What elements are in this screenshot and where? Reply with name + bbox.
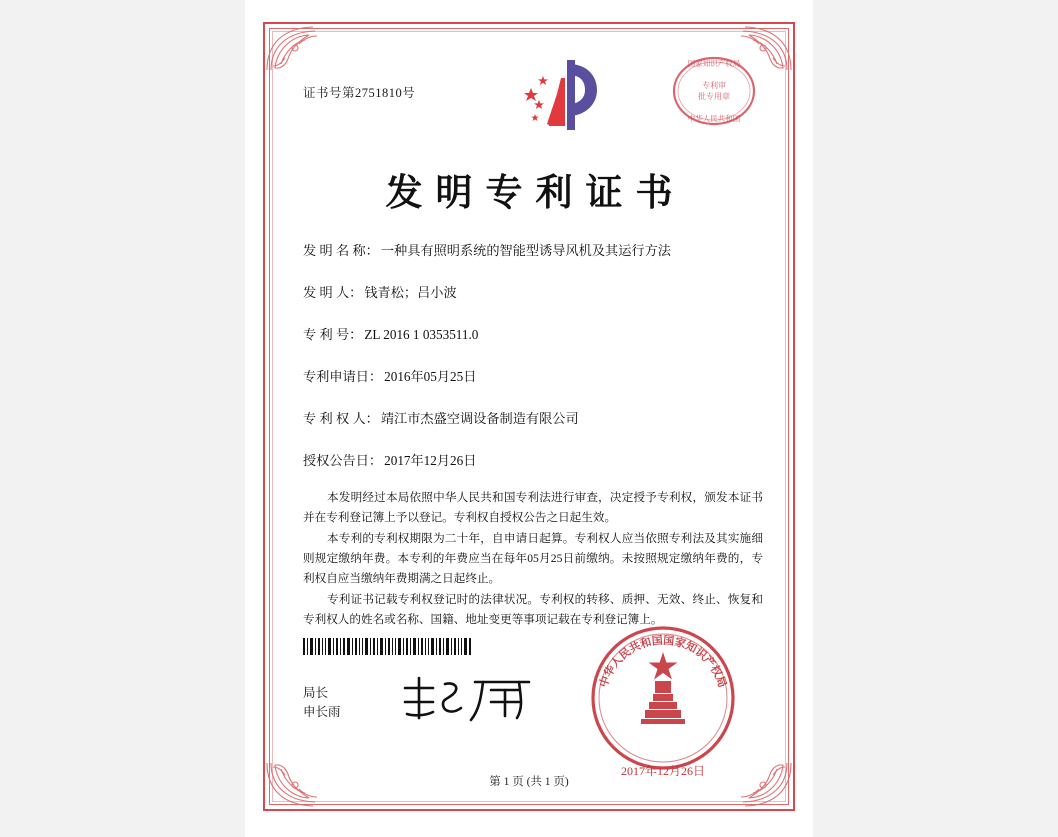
director-name: 申长雨 (303, 704, 341, 719)
svg-text:专利审: 专利审 (702, 81, 726, 90)
field-label: 发 明 名 称： (303, 243, 379, 258)
field-invention-name (303, 240, 769, 259)
field-label: 发 明 人： (303, 285, 363, 300)
page-footer: 第 1 页 (共 1 页) (489, 776, 569, 788)
certificate-number: 证书号第2751810号 (303, 86, 416, 100)
legal-text (303, 488, 763, 631)
field-grant-date (303, 450, 769, 469)
national-seal-icon (589, 624, 737, 772)
barcode (303, 638, 471, 655)
field-inventor (303, 282, 769, 301)
legal-paragraph: 本发明经过本局依照中华人民共和国专利法进行审查，决定授予专利权，颁发本证书并在专利登记簿上予以登记。专利权自授权公告之日起生效。 (303, 491, 763, 524)
legal-paragraph: 专利证书记载专利权登记时的法律状况。专利权的转移、质押、无效、终止、恢复和专利权人的姓名或名称、国籍、地址变更等事项记载在专利登记簿上。 (303, 592, 763, 626)
field-value: 钱青松；吕小波 (364, 285, 457, 300)
svg-text:中华人民共和国国家知识产权局: 中华人民共和国国家知识产权局 (597, 634, 729, 690)
fields-list (303, 240, 769, 492)
svg-text:国家知识产权局: 国家知识产权局 (687, 59, 741, 68)
field-value: ZL 2016 1 0353511.0 (364, 327, 479, 342)
page-title: 发明专利证书 (385, 173, 686, 214)
field-label: 专 利 权 人： (303, 411, 379, 426)
field-value: 2017年12月26日 (384, 453, 477, 468)
legal-paragraph: 本专利的专利权期限为二十年，自申请日起算。专利权人应当依照专利法及其实施细则规定缴纳年费。本专利的年费应当在每年05月25日前缴纳。未按照规定缴纳年费的，专利权自应当缴纳年费期满之日起终止。 (303, 531, 763, 585)
certificate-page (245, 0, 813, 837)
field-label: 专利申请日： (303, 369, 383, 384)
field-label: 专 利 号： (303, 327, 363, 342)
svg-text:批专用章: 批专用章 (698, 92, 730, 101)
field-value: 一种具有照明系统的智能型诱导风机及其运行方法 (380, 243, 671, 258)
field-patent-number (303, 324, 769, 343)
handwritten-signature (399, 674, 539, 724)
certificate-content (289, 44, 769, 787)
field-application-date (303, 366, 769, 385)
seal-date: 2017年12月26日 (620, 764, 705, 778)
svg-text:中华人民共和国: 中华人民共和国 (687, 114, 741, 123)
director-label: 局长 (303, 686, 329, 700)
approval-seal-icon (671, 48, 757, 134)
sipo-logo-icon (517, 58, 609, 134)
field-label: 授权公告日： (303, 453, 383, 468)
field-value: 2016年05月25日 (384, 369, 477, 384)
field-patentee (303, 408, 769, 427)
director-block (303, 684, 341, 722)
field-value: 靖江市杰盛空调设备制造有限公司 (380, 411, 579, 426)
